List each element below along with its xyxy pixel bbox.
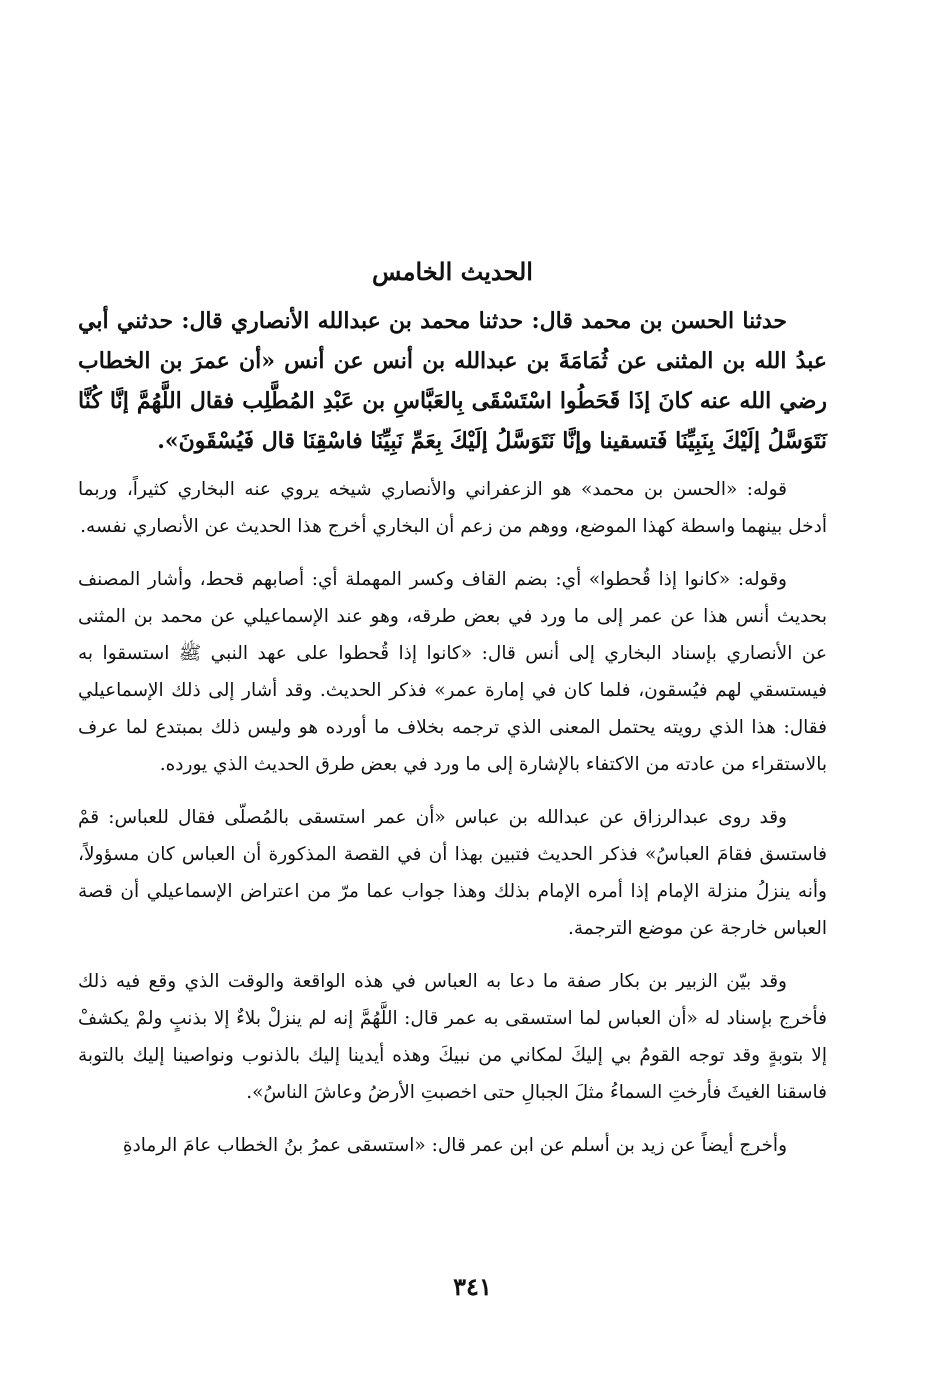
commentary-paragraph-5: وأخرج أيضاً عن زيد بن أسلم عن ابن عمر قال: «استسقى عمرُ بنُ الخطاب عامَ الرمادةِ [122, 1135, 787, 1156]
commentary-paragraph-4: وقد بيّن الزبير بن بكار صفة ما دعا به العباس في هذه الواقعة والوقت الذي وقع فيه ذلك فأخرج بإسناد له «أن العباس لما استسقى به عمر قال: اللَّهُمَّ إنه لم ينزلْ بلاءٌ إلا بذنبٍ ولمْ يكشفْ إلا بتوبةٍ وقد توجه القومُ بي إليكَ لمكاني من نبيكَ وهذه أيدينا إليك بالذنوب ونواصينا إليك بالتوبة فاسقنا الغيثَ فأرختِ السماءُ مثلَ الجبالِ حتى اخصبتِ الأرضُ وعاشَ الناسُ». [78, 971, 827, 1103]
commentary-paragraph-3: وقد روى عبدالرزاق عن عبدالله بن عباس «أن عمر استسقى بالمُصلّى فقال للعباس: قمْ فاستسق فقامَ العباسُ» فذكر الحديث فتبين بهذا أن في القصة المذكورة أن العباس كان مسؤولاً، وأنه ينزلُ منزلة الإمام إذا أمره الإمام بذلك وهذا جواب عما مرّ من اعتراض الإسماعيلي أن قصة العباس خارجة عن موضع الترجمة. [78, 807, 827, 939]
hadith-text: حدثنا الحسن بن محمد قال: حدثنا محمد بن عبدالله الأنصاري قال: حدثني أبي عبدُ الله بن المثنى عن ثُمَامَةَ بن عبدالله بن أنس عن أنس «أن عمرَ بن الخطاب رضي الله عنه كانَ إذَا قَحَطُوا اسْتَسْقَى بِالعَبَّاسِ بن عَبْدِ المُطَّلِب فقال اللَّهُمَّ إنَّا كُنَّا نَتَوَسَّلُ إلَيْكَ بِنَبِيِّنَا فَتسقينا وإنَّا نَتَوَسَّلُ إلَيْكَ بِعَمِّ نَبِيِّنَا فاسْقِنَا قال فَيُسْقَونَ». [78, 308, 827, 454]
page-title: الحديث الخامس [372, 257, 533, 286]
commentary-paragraph-2: وقوله: «كانوا إذا قُحطوا» أي: بضم القاف وكسر المهملة أي: أصابهم قحط، وأشار المصنف بحديث أنس هذا عن عمر إلى ما ورد في بعض طرقه، وهو عند الإسماعيلي عن محمد بن المثنى عن الأنصاري بإسناد البخاري إلى أنس قال: «كانوا إذا قُحطوا على عهد النبي ﷺ استسقوا به فيستسقي لهم فيُسقون، فلما كان في إمارة عمر» فذكر الحديث. وقد أشار إلى ذلك الإسماعيلي فقال: هذا الذي رويته يحتمل المعنى الذي ترجمه بخلاف ما أورده هو وليس ذلك بمبتدع لما عرف بالاستقراء من عادته من الاكتفاء بالإشارة إلى ما ورد في بعض طرق الحديث الذي يورده. [78, 569, 827, 775]
page-body [78, 255, 827, 1180]
commentary-paragraph-1: قوله: «الحسن بن محمد» هو الزعفراني والأنصاري شيخه يروي عنه البخاري كثيراً، وربما أدخل بينهما واسطة كهذا الموضع، ووهم من زعم أن البخاري أخرج هذا الحديث عن الأنصاري نفسه. [78, 479, 827, 537]
page-number: ٣٤١ [453, 1272, 492, 1301]
